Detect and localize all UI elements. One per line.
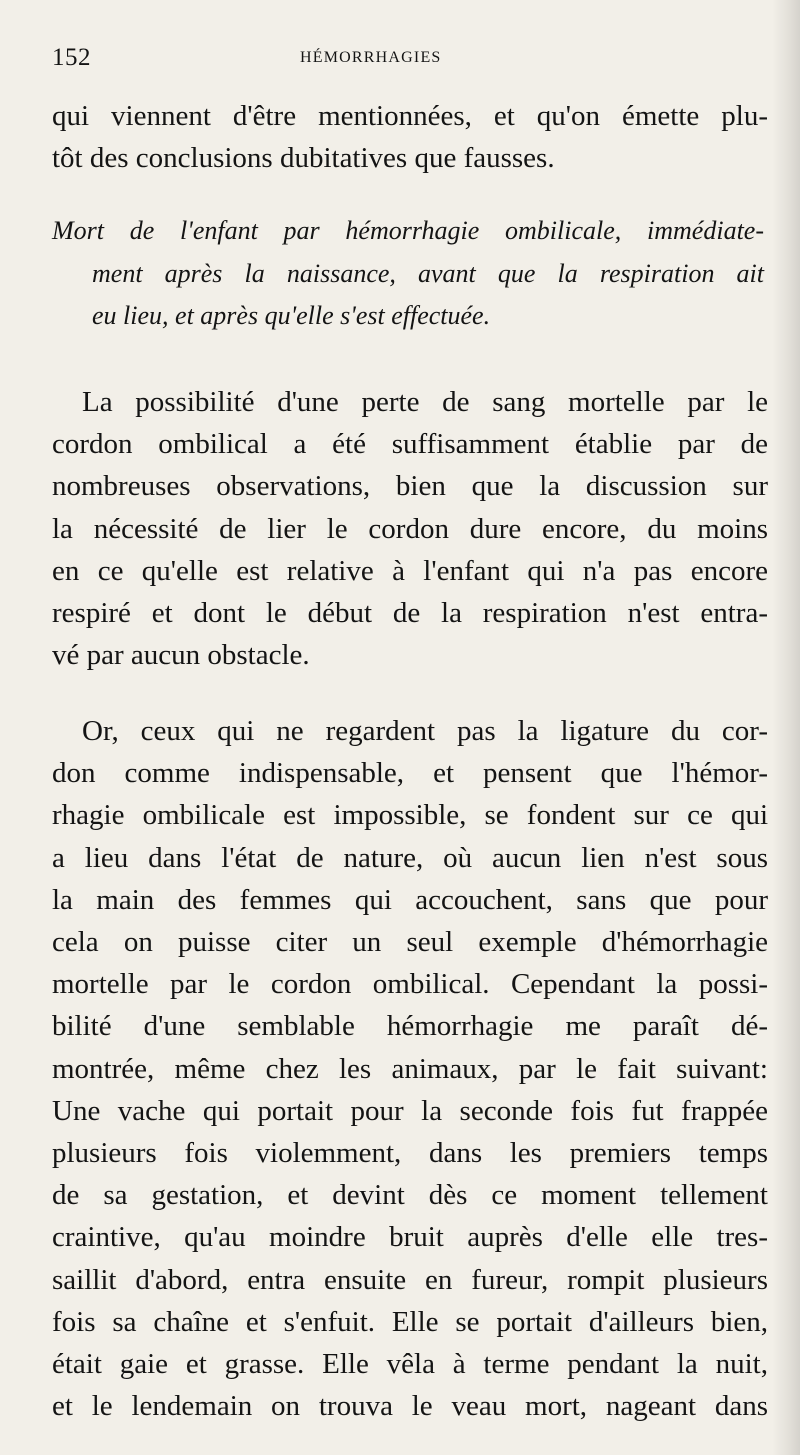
text-line: saillit d'abord, entra ensuite en fureur, rompit plusieurs bbox=[52, 1263, 768, 1296]
text-line: vé par aucun obstacle. bbox=[52, 639, 310, 672]
subheading-line: Mort de l'enfant par hémorrhagie ombilicale, immédiate- bbox=[52, 216, 764, 245]
text-line: La possibilité d'une perte de sang mortelle par le bbox=[82, 386, 768, 418]
page-header bbox=[52, 44, 772, 80]
page-number: 152 bbox=[52, 44, 91, 71]
text-line: la nécessité de lier le cordon dure encore, du moins bbox=[52, 512, 768, 545]
text-line: était gaie et grasse. Elle vêla à terme pendant la nuit, bbox=[52, 1348, 768, 1381]
text-line: tôt des conclusions dubitatives que fausses. bbox=[52, 142, 555, 175]
page-edge-shadow bbox=[772, 0, 800, 1455]
text-line: en ce qu'elle est relative à l'enfant qui n'a pas encore bbox=[52, 554, 768, 587]
text-line: qui viennent d'être mentionnées, et qu'on émette plu- bbox=[52, 100, 768, 132]
text-line: la main des femmes qui accouchent, sans que pour bbox=[52, 883, 768, 916]
section-subheading bbox=[52, 210, 764, 338]
text-line: et le lendemain on trouva le veau mort, nageant dans bbox=[52, 1390, 768, 1423]
text-line: Une vache qui portait pour la seconde fois fut frappée bbox=[52, 1094, 768, 1127]
paragraph-1 bbox=[52, 381, 768, 676]
text-line: respiré et dont le début de la respiration n'est entra- bbox=[52, 597, 768, 630]
subheading-line: eu lieu, et après qu'elle s'est effectuée. bbox=[92, 301, 491, 330]
text-line: Or, ceux qui ne regardent pas la ligature du cor- bbox=[82, 715, 768, 747]
text-line: rhagie ombilicale est impossible, se fondent sur ce qui bbox=[52, 799, 768, 832]
text-line: a lieu dans l'état de nature, où aucun lien n'est sous bbox=[52, 841, 768, 874]
text-line: nombreuses observations, bien que la discussion sur bbox=[52, 470, 768, 503]
text-line: craintive, qu'au moindre bruit auprès d'elle elle tres- bbox=[52, 1221, 768, 1254]
text-line: montrée, même chez les animaux, par le fait suivant: bbox=[52, 1052, 768, 1085]
text-line: de sa gestation, et devint dès ce moment tellement bbox=[52, 1179, 768, 1212]
text-line: bilité d'une semblable hémorrhagie me paraît dé- bbox=[52, 1010, 768, 1043]
paragraph-2 bbox=[52, 710, 768, 1427]
text-line: cordon ombilical a été suffisamment établie par de bbox=[52, 428, 768, 461]
subheading-line: ment après la naissance, avant que la respiration ait bbox=[92, 258, 764, 288]
text-line: cela on puisse citer un seul exemple d'hémorrhagie bbox=[52, 926, 768, 959]
text-line: don comme indispensable, et pensent que l'hémor- bbox=[52, 757, 768, 790]
text-line: fois sa chaîne et s'enfuit. Elle se portait d'ailleurs bien, bbox=[52, 1305, 768, 1338]
running-title: HÉMORRHAGIES bbox=[300, 49, 442, 66]
continuation-text bbox=[52, 95, 768, 179]
text-line: plusieurs fois violemment, dans les premiers temps bbox=[52, 1137, 768, 1170]
text-line: mortelle par le cordon ombilical. Cependant la possi- bbox=[52, 968, 768, 1001]
